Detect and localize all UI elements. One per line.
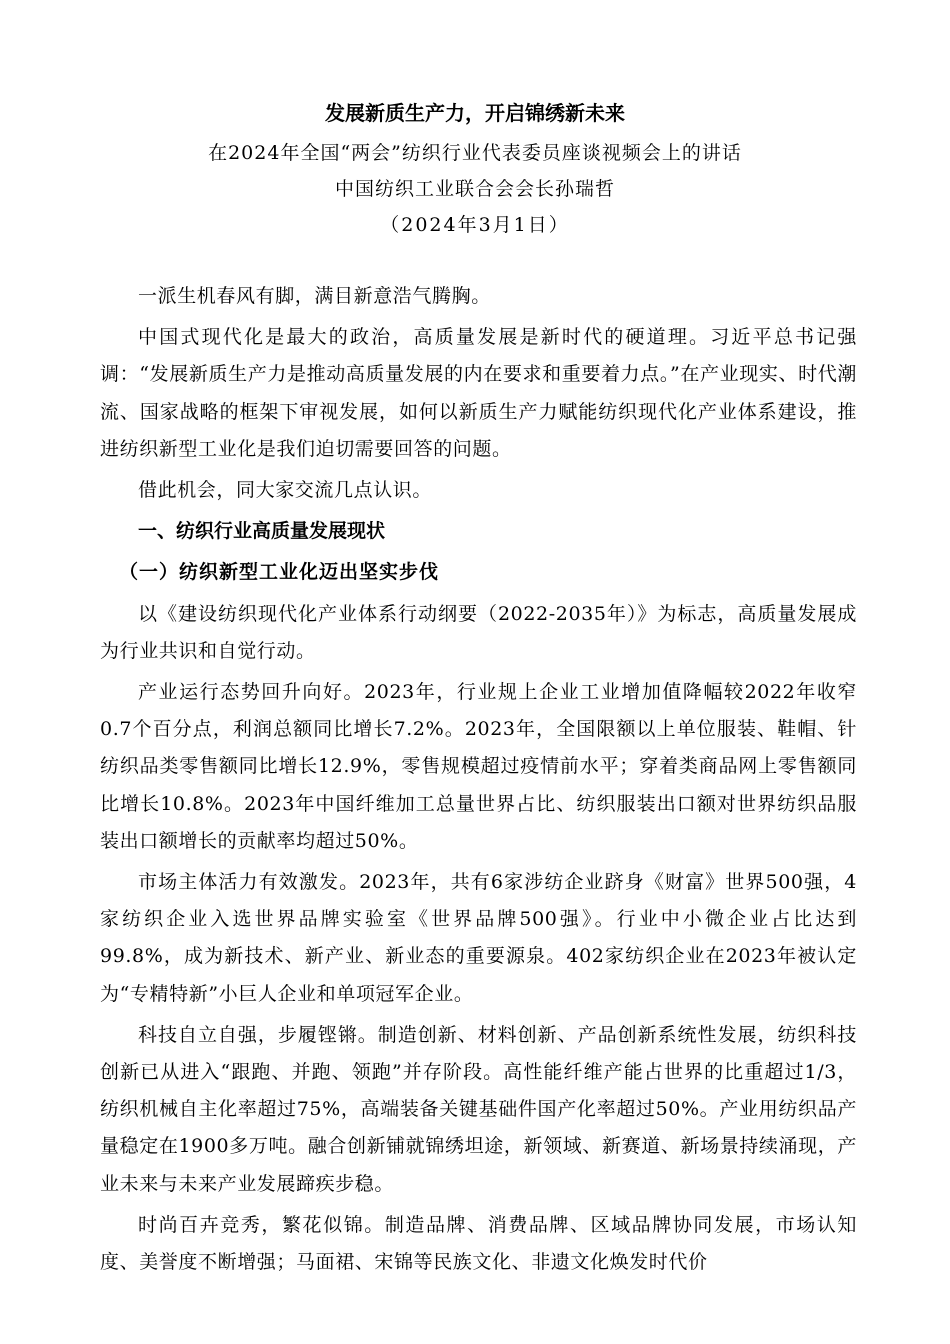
document-title: 发展新质生产力，开启锦绣新未来 <box>325 101 625 125</box>
body-paragraph-4: 科技自立自强，步履铿锵。制造创新、材料创新、产品创新系统性发展，纺织科技创新已从进入“跟跑、并跑、领跑”并存阶段。高性能纤维产能占世界的比重超过1/3，纺织机械自主化率超过75%，高端装备关键基础件国产化率超过50%。产业用纺织品产量稳定在1900多万吨。融合创新铺就锦绣坦途，新领域、新赛道、新场景持续涌现，产业未来与未来产业发展蹄疾步稳。 <box>100 1023 857 1195</box>
body-paragraph-1: 以《建设纺织现代化产业体系行动纲要（2022-2035年）》为标志，高质量发展成为行业共识和自觉行动。 <box>100 602 857 662</box>
subsection-heading-1: （一）纺织新型工业化迈出坚实步伐 <box>119 561 440 584</box>
body-paragraph-3: 市场主体活力有效激发。2023年，共有6家涉纺企业跻身《财富》世界500强，4家纺织企业入选世界品牌实验室《世界品牌500强》。行业中小微企业占比达到99.8%，成为新技术、新产业、新业态的重要源泉。402家纺织企业在2023年被认定为“专精特新”小巨人企业和单项冠军企业。 <box>100 871 857 1005</box>
document-subtitle: 在2024年全国“两会”纺织行业代表委员座谈视频会上的讲话 <box>208 142 742 164</box>
section-heading-1: 一、纺织行业高质量发展现状 <box>138 520 386 543</box>
document-date: （2024年3月1日） <box>380 214 570 236</box>
body-paragraph-2: 产业运行态势回升向好。2023年，行业规上企业工业增加值降幅较2022年收窄0.7个百分点，利润总额同比增长7.2%。2023年，全国限额以上单位服装、鞋帽、针纺织品类零售额同比增长12.9%，零售规模超过疫情前水平；穿着类商品网上零售额同比增长10.8%。2023年中国纤维加工总量世界占比、纺织服装出口额对世界纺织品服装出口额增长的贡献率均超过50%。 <box>100 681 857 852</box>
intro-paragraph-1: 一派生机春风有脚，满目新意浩气腾胸。 <box>138 285 491 307</box>
document-speaker: 中国纺织工业联合会会长孙瑞哲 <box>334 178 615 200</box>
document-body <box>100 278 857 1285</box>
intro-paragraph-2: 中国式现代化是最大的政治，高质量发展是新时代的硬道理。习近平总书记强调：“发展新质生产力是推动高质量发展的内在要求和重要着力点。”在产业现实、时代潮流、国家战略的框架下审视发展，如何以新质生产力赋能纺织现代化产业体系建设，推进纺织新型工业化是我们迫切需要回答的问题。 <box>100 326 857 460</box>
intro-paragraph-3: 借此机会，同大家交流几点认识。 <box>138 479 433 502</box>
body-paragraph-5: 时尚百卉竞秀，繁花似锦。制造品牌、消费品牌、区域品牌协同发展，市场认知度、美誉度不断增强；马面裙、宋锦等民族文化、非遗文化焕发时代价 <box>100 1213 857 1274</box>
